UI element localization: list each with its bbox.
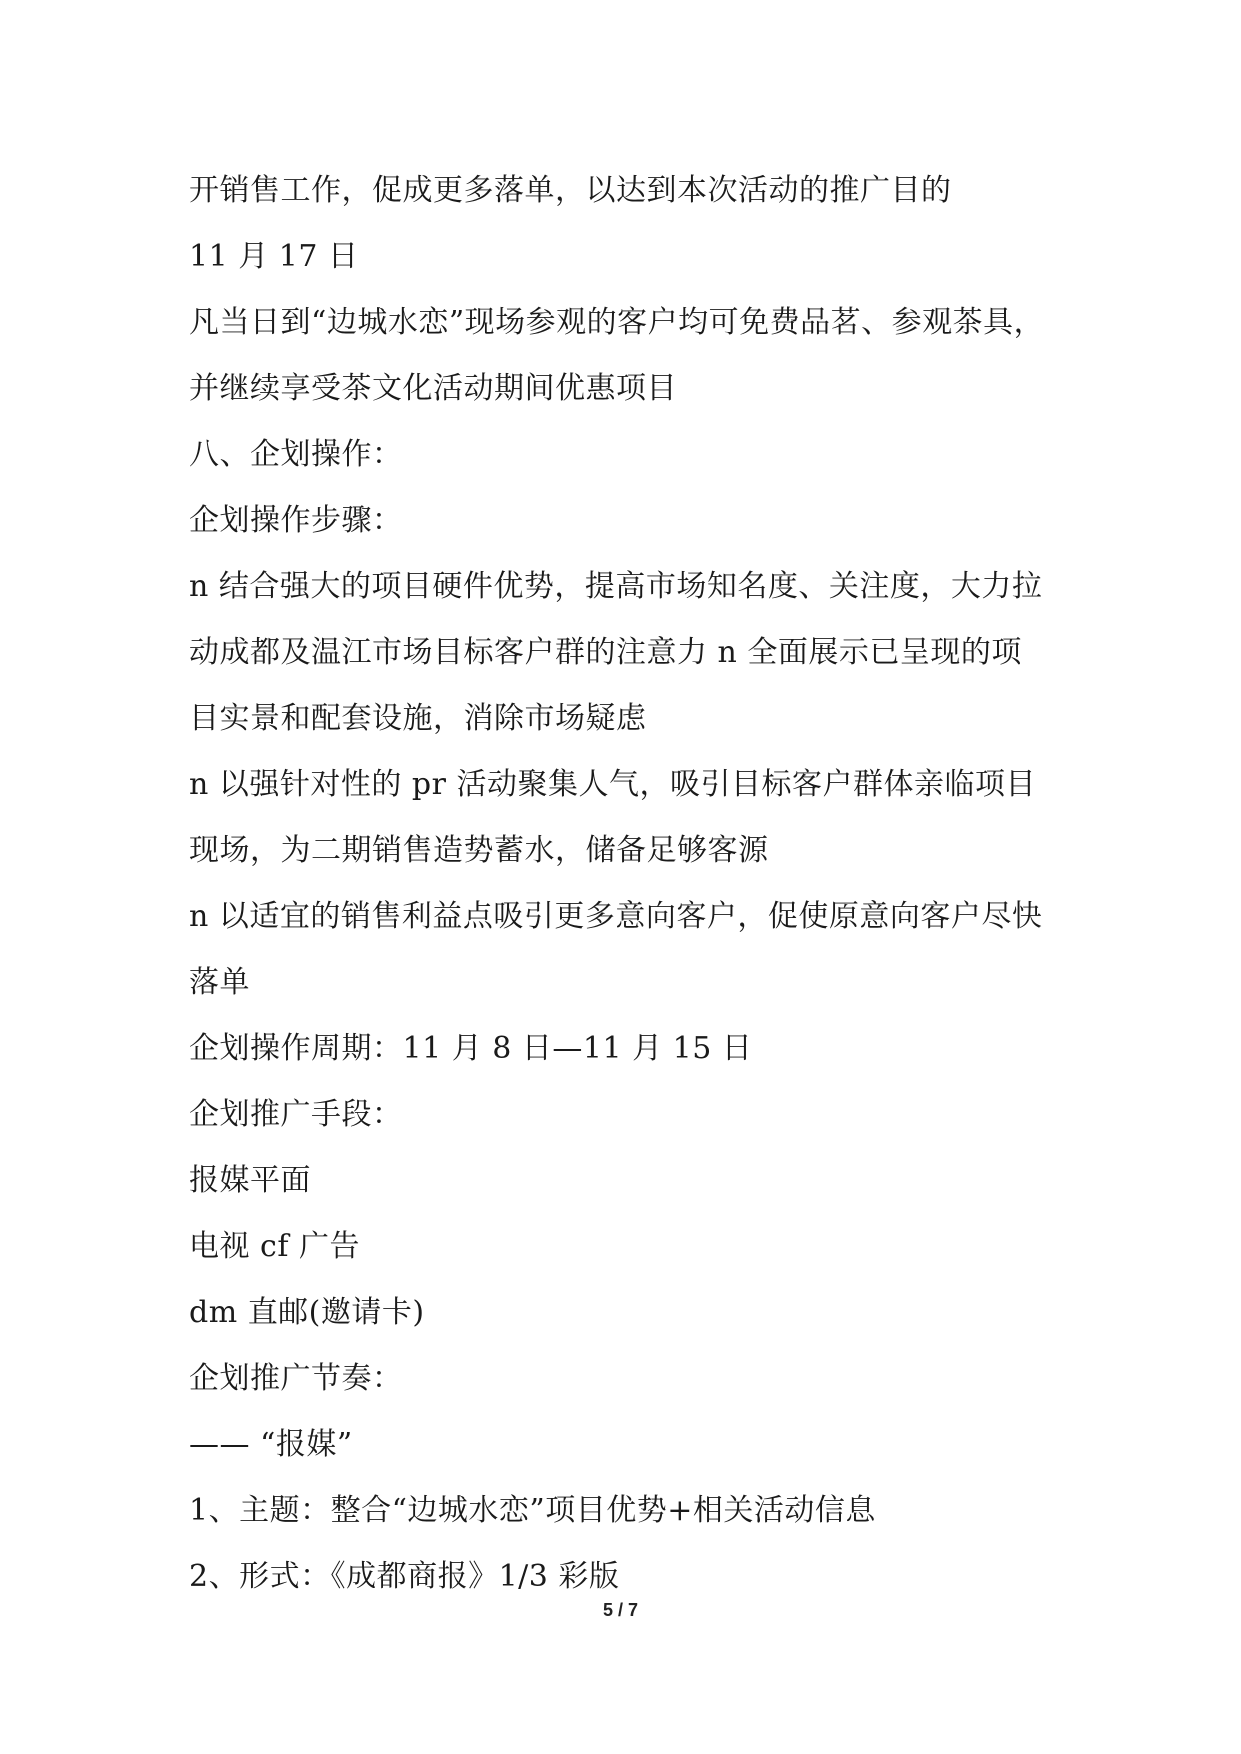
text-line: 1、主题：整合“边城水恋”项目优势+相关活动信息 <box>189 1493 876 1528</box>
section-heading: 八、企划操作： <box>189 437 403 472</box>
document-body <box>189 158 1089 1610</box>
text-line: 企划操作步骤： <box>189 503 403 538</box>
text-line: —— “报媒” <box>189 1427 353 1462</box>
text-line: 并继续享受茶文化活动期间优惠项目 <box>189 371 677 406</box>
text-line: 现场，为二期销售造势蓄水，储备足够客源 <box>189 833 769 868</box>
text-line: 电视 cf 广告 <box>189 1229 360 1264</box>
text-line: 目实景和配套设施，消除市场疑虑 <box>189 701 647 736</box>
text-line: n 结合强大的项目硬件优势，提高市场知名度、关注度，大力拉 <box>189 569 1043 604</box>
text-line: 企划推广手段： <box>189 1097 403 1132</box>
text-line: 凡当日到“边城水恋”现场参观的客户均可免费品茗、参观茶具， <box>189 305 1045 340</box>
text-line: 企划操作周期：11 月 8 日—11 月 15 日 <box>189 1031 753 1066</box>
page-number: 5 / 7 <box>602 1600 639 1620</box>
text-line: n 以强针对性的 pr 活动聚集人气，吸引目标客户群体亲临项目 <box>189 767 1036 802</box>
text-line: 2、形式：《成都商报》1/3 彩版 <box>189 1559 620 1594</box>
text-line: 落单 <box>189 965 250 1000</box>
text-line: 11 月 17 日 <box>189 239 359 274</box>
text-line: n 以适宜的销售利益点吸引更多意向客户，促使原意向客户尽快 <box>189 899 1043 934</box>
text-line: 报媒平面 <box>189 1163 311 1198</box>
text-line: 企划推广节奏： <box>189 1361 403 1396</box>
text-line: 开销售工作，促成更多落单，以达到本次活动的推广目的 <box>189 173 952 208</box>
text-line: dm 直邮(邀请卡) <box>189 1295 425 1330</box>
text-line: 动成都及温江市场目标客户群的注意力 n 全面展示已呈现的项 <box>189 635 1022 670</box>
